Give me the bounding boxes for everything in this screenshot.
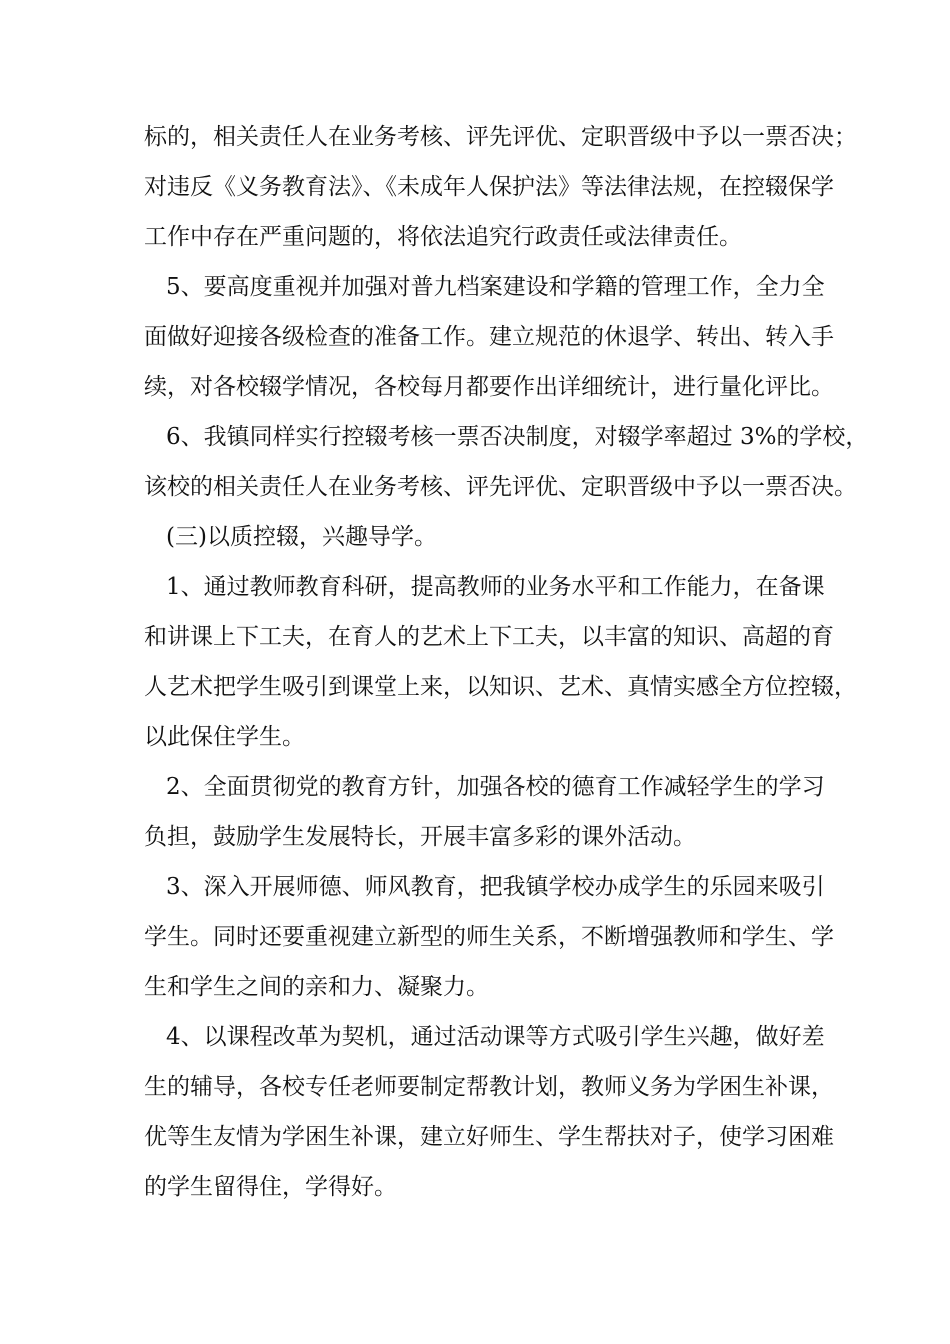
text-line: 5、要高度重视并加强对普九档案建设和学籍的管理工作，全力全: [166, 274, 825, 300]
text-line: 人艺术把学生吸引到课堂上来，以知识、艺术、真情实感全方位控辍，: [144, 674, 857, 700]
text-line: 学生。同时还要重视建立新型的师生关系，不断增强教师和学生、学: [144, 924, 834, 950]
text-line: 续，对各校辍学情况，各校每月都要作出详细统计，进行量化评比。: [144, 374, 834, 400]
text-line: 生和学生之间的亲和力、凝聚力。: [144, 974, 489, 1000]
paragraph-item-4: [144, 1012, 834, 1212]
text-line: 优等生友情为学困生补课，建立好师生、学生帮扶对子，使学习困难: [144, 1124, 834, 1150]
text-line: 面做好迎接各级检查的准备工作。建立规范的休退学、转出、转入手: [144, 324, 834, 350]
text-line: 该校的相关责任人在业务考核、评先评优、定职晋级中予以一票否决。: [144, 474, 857, 500]
text-line: 以此保住学生。: [144, 724, 305, 750]
section-heading: [144, 512, 808, 562]
text-line: 3、深入开展师德、师风教育，把我镇学校办成学生的乐园来吸引: [166, 874, 825, 900]
paragraph-continuation: [144, 112, 857, 262]
paragraph-item-6: [144, 412, 869, 512]
text-line: 负担，鼓励学生发展特长，开展丰富多彩的课外活动。: [144, 824, 696, 850]
text-line: 和讲课上下工夫，在育人的艺术上下工夫，以丰富的知识、高超的育: [144, 624, 834, 650]
text-line: 4、以课程改革为契机，通过活动课等方式吸引学生兴趣，做好差: [166, 1024, 825, 1050]
text-line: 生的辅导，各校专任老师要制定帮教计划，教师义务为学困生补课，: [144, 1074, 834, 1100]
text-line: 6、我镇同样实行控辍考核一票否决制度，对辍学率超过 3%的学校，: [166, 424, 869, 450]
paragraph-item-3: [144, 862, 834, 1012]
text-line: 的学生留得住，学得好。: [144, 1174, 397, 1200]
text-line: 2、全面贯彻党的教育方针，加强各校的德育工作减轻学生的学习: [166, 774, 825, 800]
section-title: (三)以质控辍，兴趣导学。: [166, 524, 437, 550]
text-line: 1、通过教师教育科研，提高教师的业务水平和工作能力，在备课: [166, 574, 825, 600]
text-line: 工作中存在严重问题的，将依法追究行政责任或法律责任。: [144, 224, 742, 250]
paragraph-item-1: [144, 562, 857, 762]
paragraph-item-5: [144, 262, 834, 412]
text-line: 标的，相关责任人在业务考核、评先评优、定职晋级中予以一票否决；: [144, 124, 857, 150]
text-line: 对违反《义务教育法》、《未成年人保护法》等法律法规，在控辍保学: [144, 174, 834, 200]
paragraph-item-2: [144, 762, 825, 862]
document-body: [144, 112, 869, 1212]
